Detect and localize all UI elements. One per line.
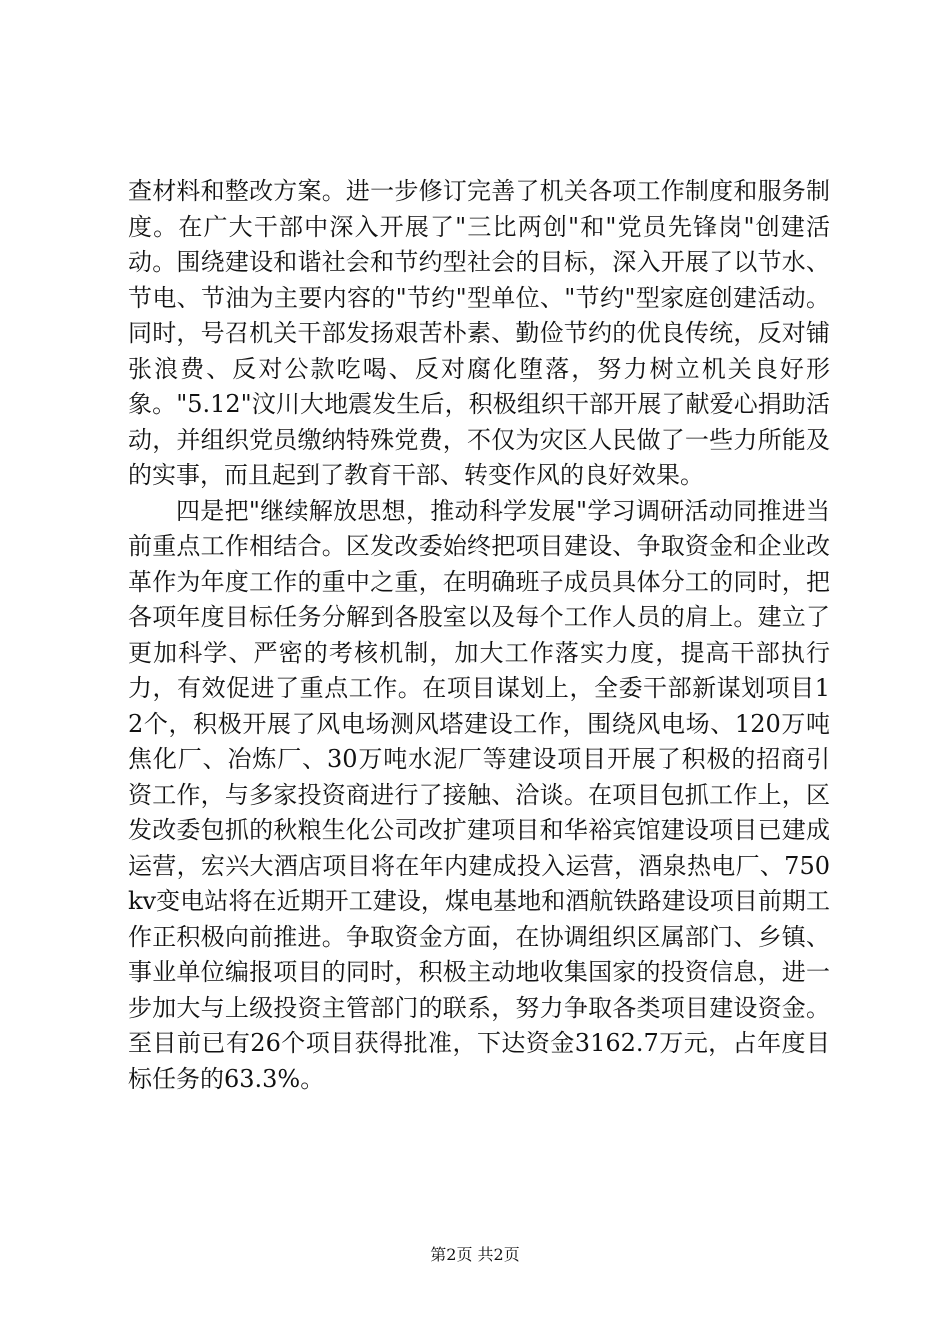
page-number-footer: 第2页 共2页 xyxy=(430,1245,520,1264)
document-body xyxy=(128,174,830,1097)
paragraph-continuation: 查材料和整改方案。进一步修订完善了机关各项工作制度和服务制度。在广大干部中深入开展了"三比两创"和"党员先锋岗"创建活动。围绕建设和谐社会和节约型社会的目标，深入开展了以节水、节电、节油为主要内容的"节约"型单位、"节约"型家庭创建活动。同时，号召机关干部发扬艰苦朴素、勤俭节约的优良传统，反对铺张浪费、反对公款吃喝、反对腐化堕落，努力树立机关良好形象。"5.12"汶川大地震发生后，积极组织干部开展了献爱心捐助活动，并组织党员缴纳特殊党费，不仅为灾区人民做了一些力所能及的实事，而且起到了教育干部、转变作风的良好效果。 xyxy=(128,177,830,489)
paragraph-point-four: 四是把"继续解放思想，推动科学发展"学习调研活动同推进当前重点工作相结合。区发改委始终把项目建设、争取资金和企业改革作为年度工作的重中之重，在明确班子成员具体分工的同时，把各项年度目标任务分解到各股室以及每个工作人员的肩上。建立了更加科学、严密的考核机制，加大工作落实力度，提高干部执行力，有效促进了重点工作。在项目谋划上，全委干部新谋划项目12个，积极开展了风电场测风塔建设工作，围绕风电场、120万吨焦化厂、冶炼厂、30万吨水泥厂等建设项目开展了积极的招商引资工作，与多家投资商进行了接触、洽谈。在项目包抓工作上，区发改委包抓的秋粮生化公司改扩建项目和华裕宾馆建设项目已建成运营，宏兴大酒店项目将在年内建成投入运营，酒泉热电厂、750kv变电站将在近期开工建设，煤电基地和酒航铁路建设项目前期工作正积极向前推进。争取资金方面，在协调组织区属部门、乡镇、事业单位编报项目的同时，积极主动地收集国家的投资信息，进一步加大与上级投资主管部门的联系，努力争取各类项目建设资金。至目前已有26个项目获得批准，下达资金3162.7万元，占年度目标任务的63.3%。 xyxy=(128,496,830,1093)
